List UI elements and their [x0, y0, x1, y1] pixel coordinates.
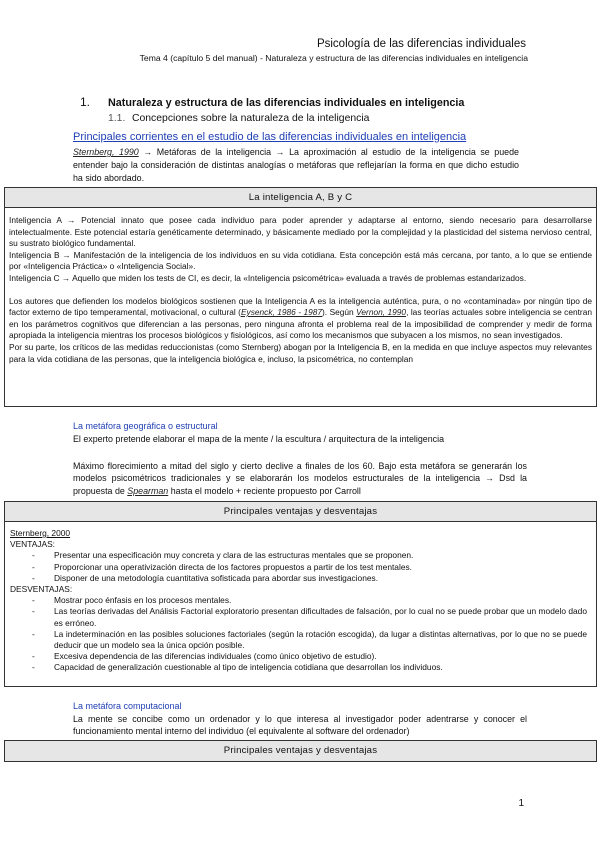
document-header-title: Psicología de las diferencias individuales	[316, 38, 526, 50]
list-item: - Capacidad de generalización cuestionable al tipo de inteligencia cotidiana que desarrollan los individuos.	[10, 662, 591, 673]
list-item: - Excesiva dependencia de las diferencias individuales (como único objetivo de estudio).	[10, 651, 591, 662]
ventajas-list	[10, 550, 591, 584]
citation-spearman[interactable]: Spearman	[127, 485, 169, 496]
box-title-ventajas-2: Principales ventajas y desventajas	[4, 740, 597, 762]
desventajas-label: DESVENTAJAS:	[10, 584, 73, 595]
paragraph-inteligencia-c: Inteligencia C → Aquello que miden los tests de CI, es decir, la «Inteligencia psicométrica» evaluada a través de problemas estandarizados.	[9, 272, 527, 283]
paragraph-inteligencia-a: Inteligencia A → Potencial innato que posee cada individuo para poder aprender y adaptarse al entorno, siendo necesario para desarrollarse intelectualmente. Este potencial estaría genéticamente determinado, y básicamente mediado por la complejidad y la plasticidad del sistema nervioso central, su sustrato biológico fundamental.	[9, 215, 592, 249]
section-title-metafora-computacional: La metáfora computacional	[73, 701, 182, 711]
list-item: - Disponer de una metodología cuantitativa sofisticada para abordar sus investigaciones.	[10, 573, 591, 584]
ventajas-label: VENTAJAS:	[10, 539, 55, 550]
list-item: - Presentar una especificación muy concreta y clara de las estructuras mentales que se proponen.	[10, 550, 591, 561]
section-comp-text: La mente se concibe como un ordenador y lo que interesa al investigador poder adentrarse y conocer el funcionamiento mental interno del individuo (el equivalente al software del ordenador)	[73, 714, 527, 737]
list-item: - Las teorías derivadas del Análisis Factorial exploratorio presentan dificultades de falsación, por lo cual no se puede probar que un modelo dado es erróneo.	[10, 606, 591, 628]
section-geo-line1: El experto pretende elaborar el mapa de la mente / la escultura / arquitectura de la inteligencia	[73, 434, 444, 444]
citation-eysenck[interactable]: Eysenck, 1986 - 1987	[240, 307, 323, 318]
box-title-inteligencia-abc: La inteligencia A, B y C	[4, 187, 597, 208]
box-title-ventajas-1: Principales ventajas y desventajas	[4, 501, 597, 522]
heading-1	[80, 95, 464, 109]
citation-sternberg-1990[interactable]: Sternberg, 1990	[73, 147, 139, 157]
p4-part-c: , las teorías actuales sobre inteligencia se centran en los parámetros cognitivos que diferencian a las personas, pero ninguna afronta el problema real de la imposibilidad de comprender y medir de forma apropiada la inteligencia mientras los procesos biológicos y fisiológicos, así como los mecanismos que subyacen a los mismos, no sean investigados.	[9, 307, 592, 341]
list-item: - Proporcionar una operativización directa de los factores propuestos a partir de los test mentales.	[10, 562, 591, 573]
list-item: - Mostrar poco énfasis en los procesos mentales.	[10, 595, 591, 606]
intro-paragraph	[73, 146, 519, 185]
box-ventajas-desventajas	[4, 522, 597, 687]
box-inteligencia-abc	[4, 208, 597, 407]
p4-part-b: ). Según	[322, 307, 357, 318]
geo-p2-a: Máximo florecimiento a mitad del siglo y cierto declive a finales de los 60. Bajo esta metáfora se generarán los modelos psicométricos tradicionales y se elaborarán los modelos estructurales de la inteligencia → Dsd la propuesta de	[73, 461, 527, 496]
paragraph-criticos: Por su parte, los críticos de las medidas reduccionistas (como Sternberg) abogan por la Inteligencia B, en la medida en que incluye aspectos muy relevantes para la vida cotidiana de las personas, que la inteligencia biológica e, incluso, la psicométrica, no contemplan	[9, 341, 592, 364]
citation-vernon[interactable]: Vernon, 1990	[356, 307, 407, 318]
page-number: 1	[518, 798, 524, 809]
desventajas-list	[10, 595, 591, 673]
heading-2-number: 1.1.	[108, 113, 126, 124]
document-header-subtitle: Tema 4 (capítulo 5 del manual) - Naturaleza y estructura de las diferencias individuales en inteligencia	[139, 53, 528, 63]
intro-text: → Metáforas de la inteligencia → La aproximación al estudio de la inteligencia se puede entender bajo la consideración de distintas analogías o metáforas que reflejarían la forma en que dicho estudio ha sido abordado.	[73, 147, 519, 183]
section-title-metafora-geografica: La metáfora geográfica o estructural	[73, 421, 218, 431]
paragraph-modelos-biologicos	[9, 296, 592, 342]
section-geo-paragraph	[73, 460, 527, 497]
paragraph-inteligencia-b: Inteligencia B → Manifestación de la inteligencia de los individuos en su vida cotidiana. Esta concepción está más cercana, por tanto, a lo que se entiende por «Inteligencia Práctica» o «Inteligencia Social».	[9, 249, 592, 272]
citation-sternberg-2000: Sternberg, 2000	[10, 528, 71, 538]
heading-2	[108, 113, 369, 124]
list-item: - La indeterminación en las posibles soluciones factoriales (según la rotación escogida), da lugar a distintas alternativas, por lo que no se puede deducir que un modelo sea la única opción posible.	[10, 629, 591, 651]
geo-p2-b: hasta el modelo + reciente propuesto por Carroll	[168, 485, 361, 496]
heading-1-text: Naturaleza y estructura de las diferencias individuales en inteligencia	[108, 97, 465, 109]
heading-1-number: 1.	[80, 95, 91, 109]
p4-part-a: Los autores que defienden los modelos biológicos sostienen que la Inteligencia A es la inteligencia auténtica, pura, o no «contaminada» por ningún tipo de factor externo de tipo temperamental, motivacional, o cultural (	[9, 295, 592, 318]
heading-2-text: Concepciones sobre la naturaleza de la inteligencia	[132, 113, 370, 124]
link-heading-corrientes[interactable]: Principales corrientes en el estudio de las diferencias individuales en inteligencia	[73, 131, 467, 143]
